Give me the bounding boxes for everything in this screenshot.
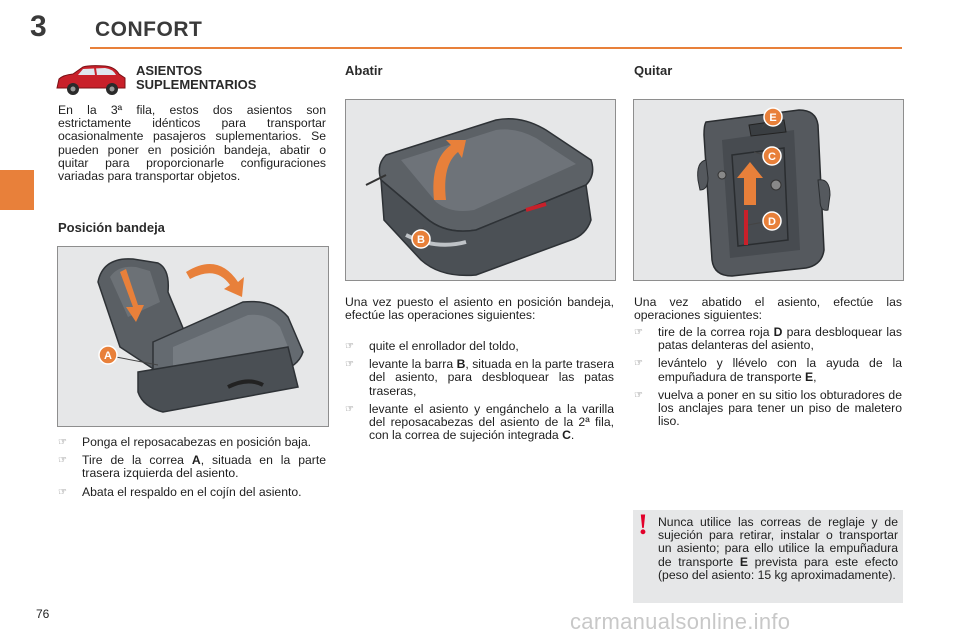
- pointing-hand-icon: ☞: [634, 327, 643, 338]
- list-item: ☞ vuelva a poner en su sitio los obturadores de los anclajes para tener un piso de maletero liso.: [634, 387, 902, 429]
- figure-fold: [345, 99, 616, 281]
- remove-intro: Una vez abatido el asiento, efectúe las operaciones siguientes:: [634, 295, 902, 323]
- subheading-fold: Abatir: [345, 63, 383, 78]
- pointing-hand-icon: ☞: [58, 486, 67, 498]
- section-title-line2: SUPLEMENTARIOS: [136, 77, 257, 92]
- list-item: ☞ Ponga el reposacabezas en posición baja.: [58, 435, 312, 449]
- pointing-hand-icon: ☞: [345, 403, 354, 415]
- watermark: carmanualsonline.info: [570, 609, 791, 634]
- car-icon: [53, 62, 129, 98]
- remove-steps-list: [634, 326, 902, 433]
- list-item: ☞ tire de la correa roja D para desbloquear las patas delanteras del asiento,: [634, 325, 902, 353]
- fold-intro: Una vez puesto el asiento en posición bandeja, efectúe las operaciones siguientes:: [345, 295, 614, 323]
- figure-callout-d: D: [768, 216, 776, 228]
- intro-paragraph: En la 3ª fila, estos dos asientos son estrictamente idénticos para transportar ocasionalmente pasajeros suplementarios. Se pueden poner en posición bandeja, abatir o quitar para proporcionarle configuraciones variadas para transportar objetos.: [58, 103, 326, 184]
- list-item: ☞ Abata el respaldo en el cojín del asiento.: [58, 484, 302, 499]
- warning-text: Nunca utilice las correas de reglaje y de sujeción para retirar, instalar o transportar un asiento; para ello utilice la empuñadura de transporte E prevista para este efecto (peso del asiento: 15 kg aproximadamente).: [658, 515, 898, 582]
- subheading-tray-position: Posición bandeja: [58, 220, 165, 235]
- chapter-number: 3: [30, 10, 47, 43]
- subheading-remove: Quitar: [634, 63, 673, 78]
- figure-callout-a: A: [104, 350, 112, 362]
- section-title: [136, 64, 256, 92]
- page-number: 76: [36, 607, 50, 621]
- list-item: ☞ levante el asiento y engánchelo a la varilla del reposacabezas del asiento de la 2ª fila, con la correa de sujeción integrada C.: [345, 401, 614, 443]
- section-title-line1: ASIENTOS: [136, 63, 203, 78]
- warning-icon: !: [638, 508, 648, 541]
- pointing-hand-icon: ☞: [345, 341, 354, 352]
- chapter-title: CONFORT: [95, 18, 203, 41]
- pointing-hand-icon: ☞: [345, 359, 354, 371]
- figure-callout-e: E: [769, 112, 777, 124]
- header-rule: [90, 47, 902, 49]
- chapter-side-tab: [0, 170, 34, 210]
- list-item: ☞ quite el enrollador del toldo,: [345, 339, 519, 353]
- tray-steps-list: [58, 436, 326, 504]
- figure-callout-b: B: [417, 234, 425, 246]
- pointing-hand-icon: ☞: [634, 389, 643, 401]
- fold-steps-list: [345, 340, 614, 447]
- list-item: ☞ levántelo y llévelo con la ayuda de la empuñadura de transporte E,: [634, 356, 902, 384]
- figure-remove: [633, 99, 904, 281]
- pointing-hand-icon: ☞: [58, 455, 67, 467]
- list-item: ☞ Tire de la correa A, situada en la parte trasera izquierda del asiento.: [58, 453, 326, 481]
- pointing-hand-icon: ☞: [634, 358, 643, 370]
- pointing-hand-icon: ☞: [58, 437, 67, 448]
- list-item: ☞ levante la barra B, situada en la parte trasera del asiento, para desbloquear las patas traseras,: [345, 357, 614, 398]
- figure-tray-position: [57, 246, 329, 427]
- figure-callout-c: C: [768, 151, 776, 163]
